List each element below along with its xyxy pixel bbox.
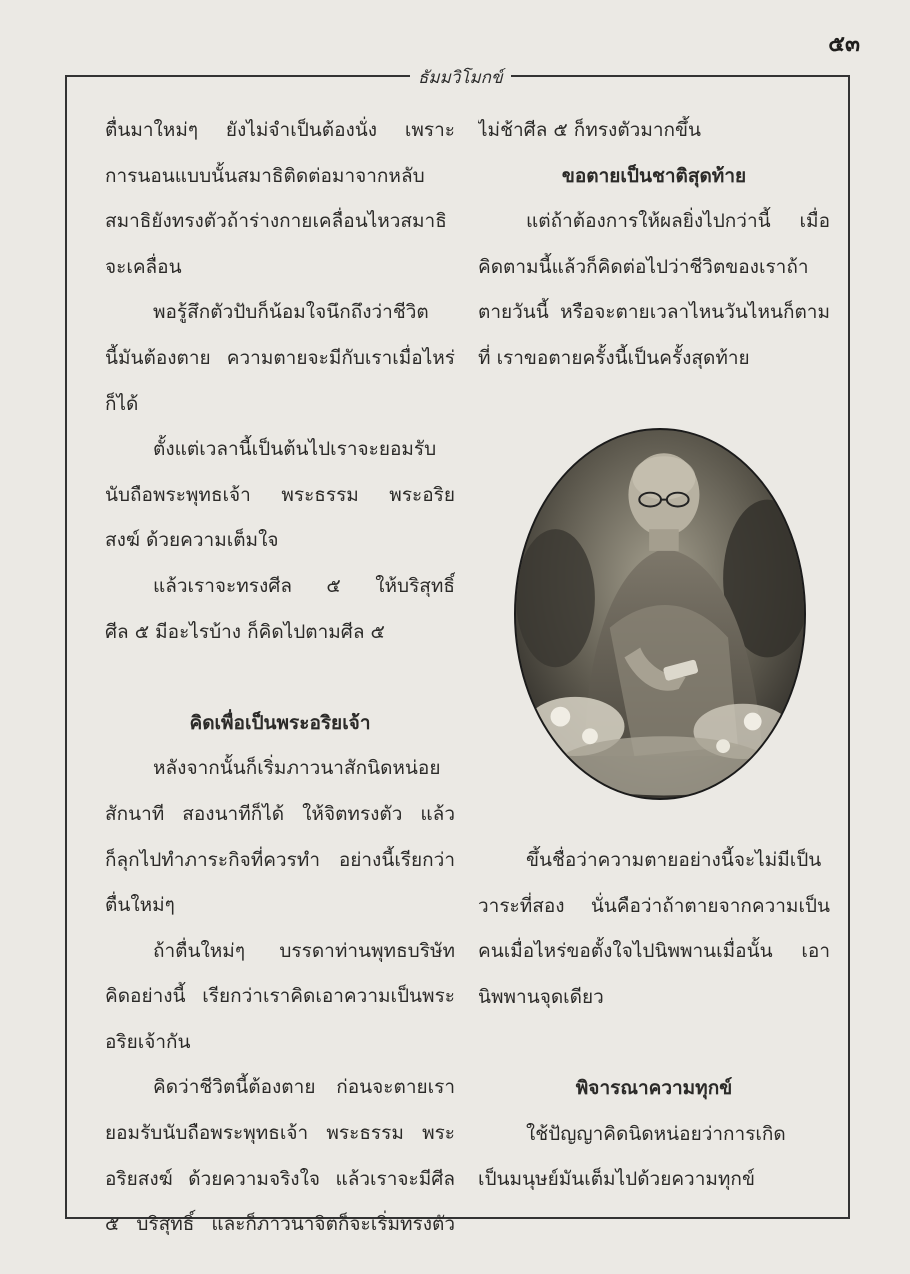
paragraph-line: คนเมื่อไหร่ขอตั้งใจไปนิพพานเมื่อนั้น เอา bbox=[478, 940, 830, 963]
paragraph-line: คิดตามนี้แล้วก็คิดต่อไปว่าชีวิตของเราถ้า bbox=[478, 255, 809, 278]
paragraph-line: ตื่นมาใหม่ๆ ยังไม่จำเป็นต้องนั่ง เพราะ bbox=[105, 119, 455, 141]
paragraph-line: นี้มันต้องตาย ความตายจะมีกับเราเมื่อไหร่ bbox=[105, 346, 455, 369]
paragraph-line: ตื่นใหม่ๆ bbox=[105, 894, 175, 917]
paragraph-line: อริยเจ้ากัน bbox=[105, 1030, 191, 1053]
left-column bbox=[105, 108, 455, 1248]
paragraph-line: ตั้งแต่เวลานี้เป็นต้นไปเราจะยอมรับ bbox=[153, 438, 437, 461]
section-heading: พิจารณาความทุกข์ bbox=[575, 1076, 733, 1099]
paragraph-line: การนอนแบบนั้นสมาธิติดต่อมาจากหลับ bbox=[105, 164, 425, 187]
monk-portrait-photo bbox=[514, 428, 806, 800]
paragraph-line: เป็นมนุษย์มันเต็มไปด้วยความทุกข์ bbox=[478, 1168, 755, 1191]
paragraph-line: ขึ้นชื่อว่าความตายอย่างนี้จะไม่มีเป็น bbox=[526, 849, 822, 871]
paragraph-line: ก็ลุกไปทำภาระกิจที่ควรทำ อย่างนี้เรียกว่า bbox=[105, 848, 455, 871]
section-heading: คิดเพื่อเป็นพระอริยเจ้า bbox=[189, 711, 371, 734]
paragraph-line: นิพพานจุดเดียว bbox=[478, 985, 604, 1008]
right-column-top bbox=[478, 108, 830, 382]
paragraph-line: ศีล ๕ มีอะไรบ้าง ก็คิดไปตามศีล ๕ bbox=[105, 620, 385, 643]
page-number: ๕๓ bbox=[828, 31, 860, 57]
paragraph-line: ยอมรับนับถือพระพุทธเจ้า พระธรรม พระ bbox=[105, 1122, 455, 1145]
paragraph-line: สมาธิยังทรงตัวถ้าร่างกายเคลื่อนไหวสมาธิ bbox=[105, 210, 447, 233]
paragraph-line: ก็ได้ bbox=[105, 392, 139, 415]
paragraph-line: ที่ เราขอตายครั้งนี้เป็นครั้งสุดท้าย bbox=[478, 346, 750, 369]
right-column-bottom bbox=[478, 838, 830, 1203]
paragraph-line: แต่ถ้าต้องการให้ผลยิ่งไปกว่านี้ เมื่อ bbox=[526, 210, 830, 233]
paragraph-line: สักนาที สองนาทีก็ได้ ให้จิตทรงตัว แล้ว bbox=[105, 802, 455, 825]
paragraph-line: ไม่ช้าศีล ๕ ก็ทรงตัวมากขึ้น bbox=[478, 119, 701, 141]
paragraph-line: คิดว่าชีวิตนี้ต้องตาย ก่อนจะตายเรา bbox=[153, 1076, 455, 1099]
paragraph-line: วาระที่สอง นั่นคือว่าถ้าตายจากความเป็น bbox=[478, 894, 830, 917]
paragraph-line: จะเคลื่อน bbox=[105, 255, 182, 278]
paragraph-line: ใช้ปัญญาคิดนิดหน่อยว่าการเกิด bbox=[526, 1122, 786, 1145]
monk-portrait-illustration bbox=[516, 430, 804, 798]
paragraph-line: ๕ บริสุทธิ์ และก็ภาวนาจิตก็จะเริ่มทรงตัว bbox=[105, 1213, 455, 1236]
paragraph-line: แล้วเราจะทรงศีล ๕ ให้บริสุทธิ์ bbox=[153, 574, 455, 597]
paragraph-line: สงฆ์ ด้วยความเต็มใจ bbox=[105, 529, 279, 552]
running-title: ธัมมวิโมกข์ bbox=[410, 64, 511, 91]
paragraph-line: พอรู้สึกตัวปับก็น้อมใจนึกถึงว่าชีวิต bbox=[153, 301, 429, 324]
paragraph-line: คิดอย่างนี้ เรียกว่าเราคิดเอาความเป็นพระ bbox=[105, 985, 455, 1008]
section-heading: ขอตายเป็นชาติสุดท้าย bbox=[561, 164, 747, 187]
paragraph-line: ตายวันนี้ หรือจะตายเวลาไหนวันไหนก็ตาม bbox=[478, 301, 830, 324]
paragraph-line: หลังจากนั้นก็เริ่มภาวนาสักนิดหน่อย bbox=[153, 757, 441, 780]
paragraph-line: ถ้าตื่นใหม่ๆ บรรดาท่านพุทธบริษัท bbox=[153, 939, 455, 962]
paragraph-line: นับถือพระพุทธเจ้า พระธรรม พระอริย bbox=[105, 483, 455, 506]
paragraph-line: อริยสงฆ์ ด้วยความจริงใจ แล้วเราจะมีศีล bbox=[105, 1167, 455, 1190]
